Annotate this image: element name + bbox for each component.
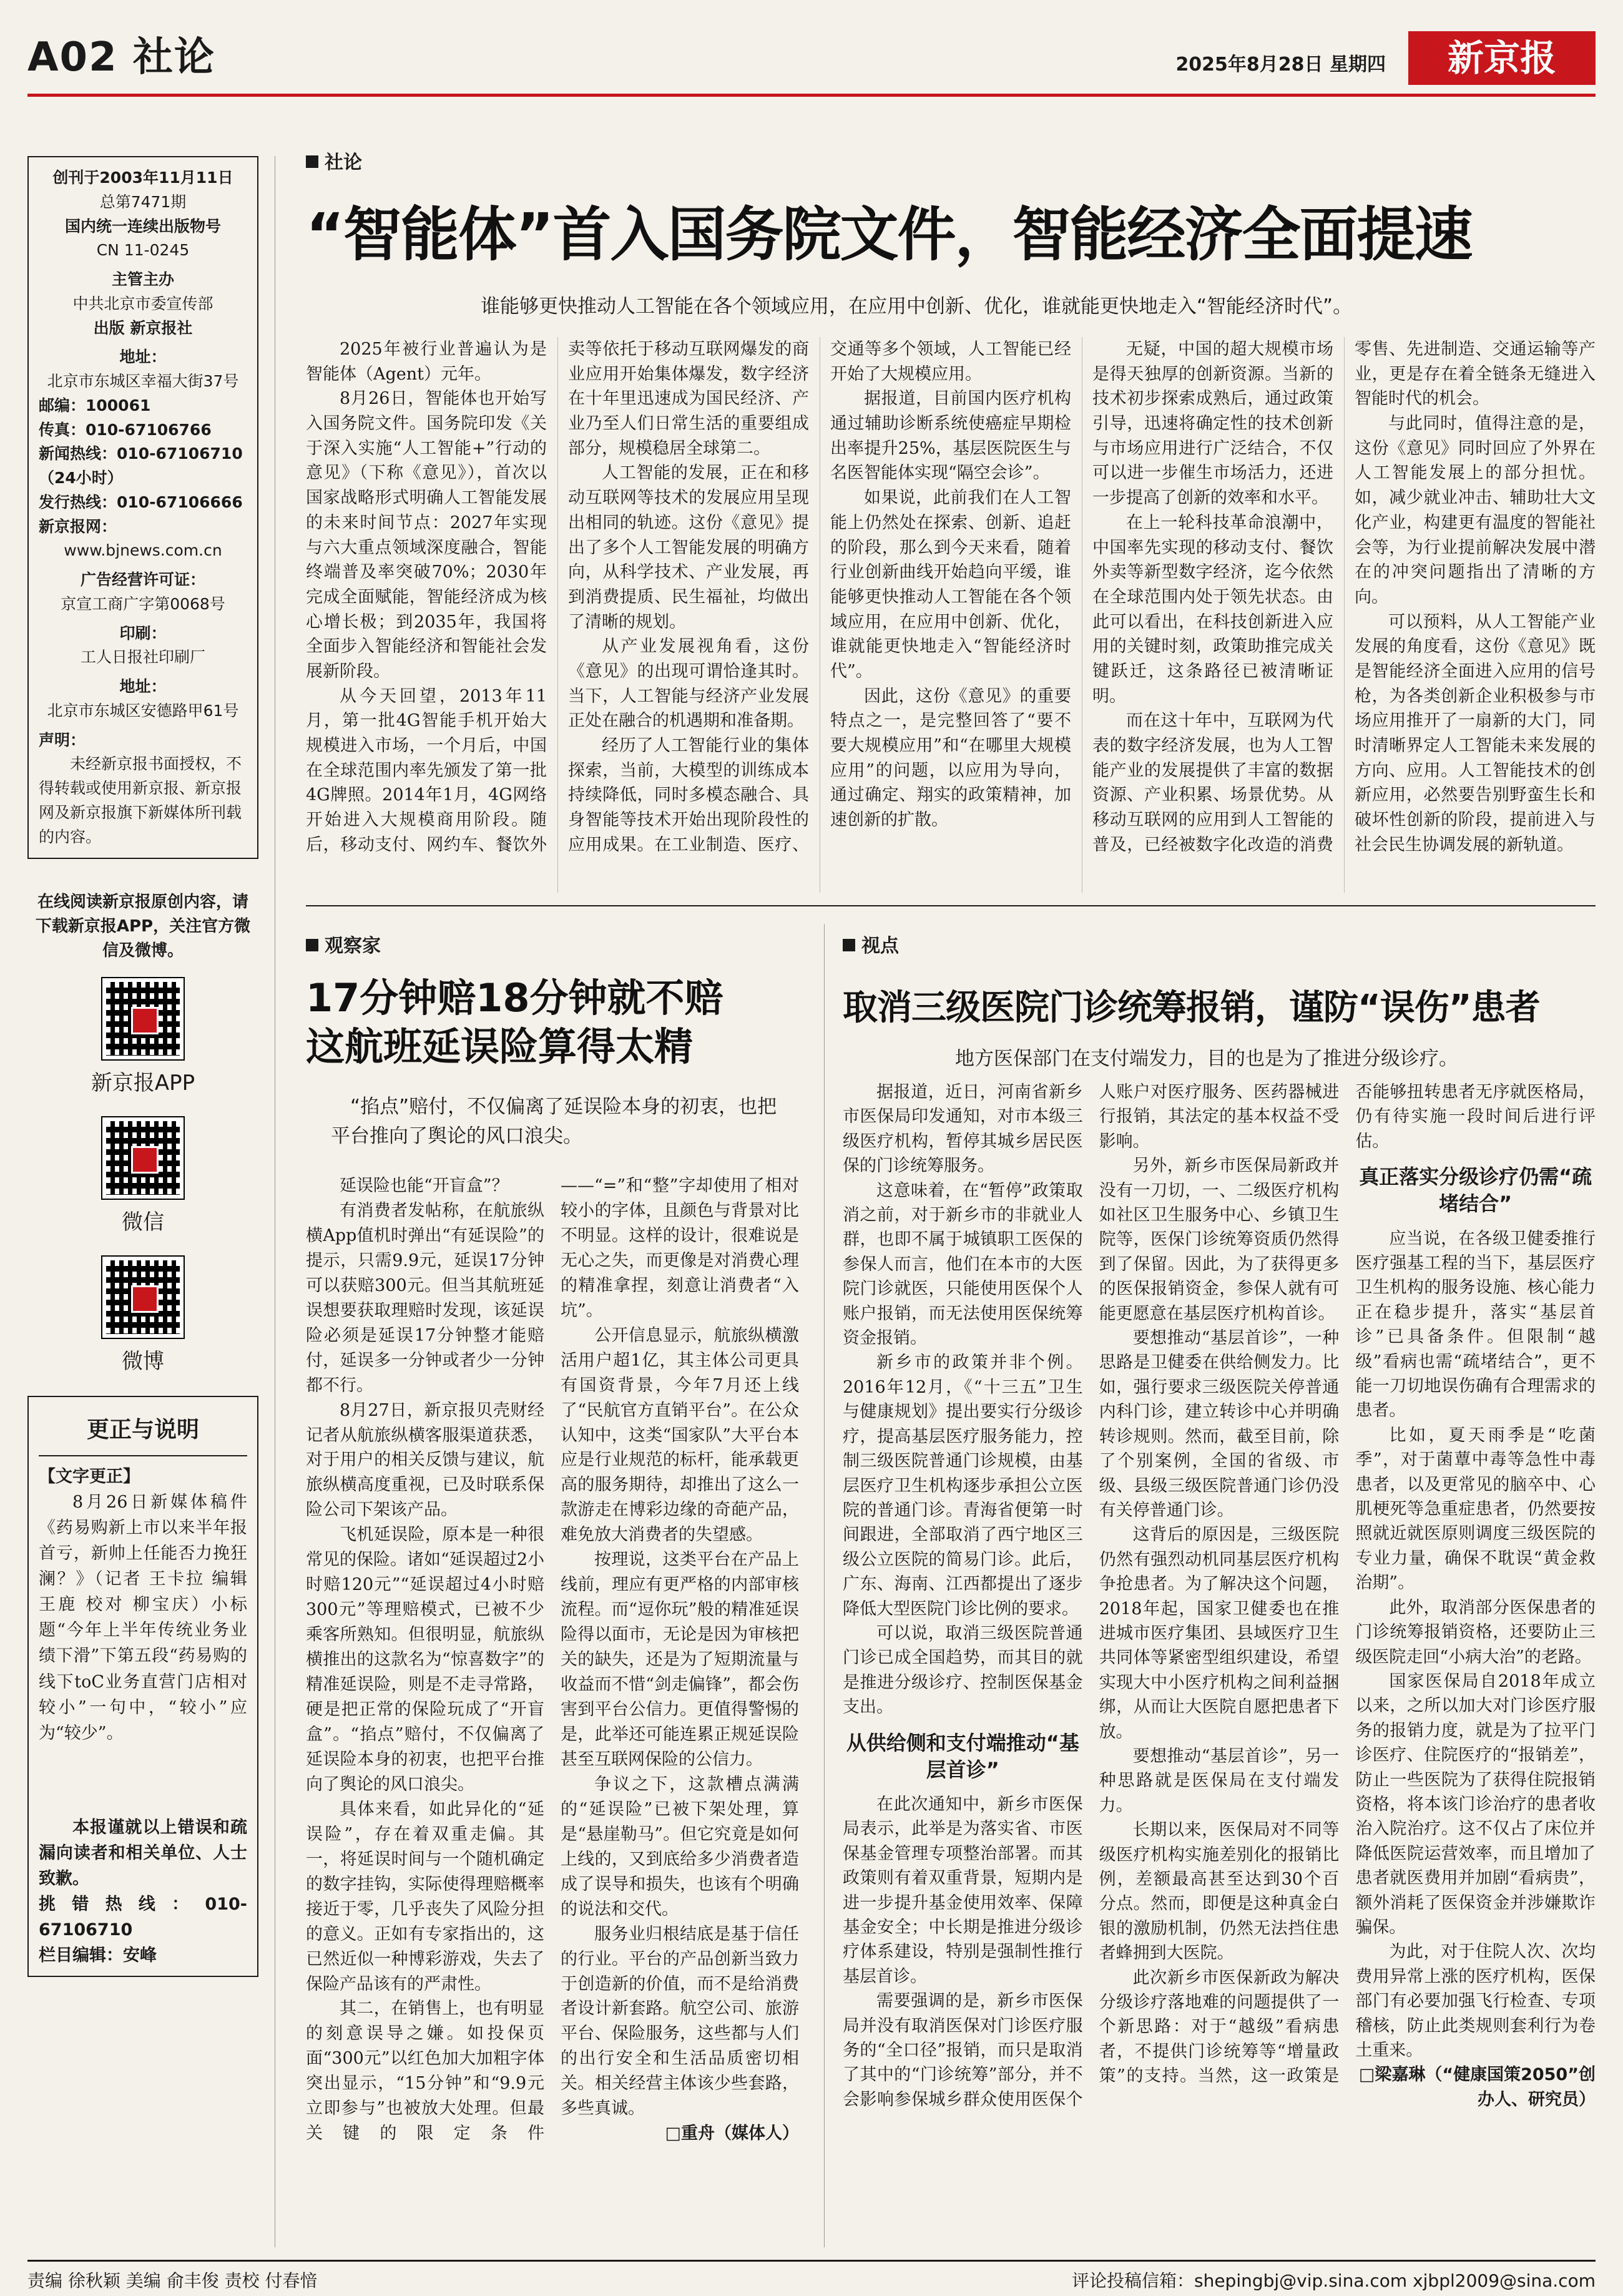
paragraph: 这背后的原因是，三级医院仍然有强烈动机同基层医疗机构争抢患者。为了解决这个问题，2018年起，国家卫健委也在推进城市医疗集团、县域医疗卫生共同体等紧密型组织建设，希望实现大中小医疗机构之间利益捆绑，从而让大医院自愿把患者下放。 [1099, 1525, 1340, 1742]
paragraph: 要想推动“基层首诊”，另一种思路就是医保局在支付端发力。 [1099, 1746, 1340, 1815]
editorial-headline: “智能体”首入国务院文件，智能经济全面提速 [306, 201, 1472, 269]
qr-code-app[interactable] [102, 978, 184, 1059]
subhead: 真正落实分级诊疗仍需“疏堵结合” [1359, 1165, 1592, 1216]
paragraph: 比如，夏天雨季是“吃菌季”，对于菌蕈中毒等急性中毒患者，以及更常见的脑卒中、心肌梗死等急重症患者，仍然要按照就近就医原则调度三级医院的专业力量，确保不耽误“黄金救治期”。 [1355, 1425, 1596, 1593]
footer-submission-email: 评论投稿信箱：shepingbj@vip.sina.com xjbpl2009@sina.com [1072, 2270, 1596, 2291]
cn-number: CN 11-0245 [96, 241, 190, 260]
subhead: 从供给侧和支付端推动“基层首诊” [846, 1730, 1079, 1782]
paragraph: 与此同时，值得注意的是，这份《意见》同时回应了外界在人工智能发展上的部分担忧。如，减少就业冲击、辅助壮大文化产业，构建更有温度的智能社会等，为行业提前解决发展中潜在的冲突问题指出了清晰的方向。 [1355, 414, 1596, 607]
paragraph: 按理说，这类平台在产品上线前，理应有更严格的内部审核流程。而“逗你玩”般的精准延误险得以面市，无论是因为审核把关的缺失，还是为了短期流量与收益而不惜“剑走偏锋”，都会伤害到平台公信力。更值得警惕的是，此举还可能连累正规延误险甚至互联网保险的公信力。 [561, 1550, 799, 1769]
postcode: 邮编：100061 [39, 396, 151, 415]
address: 北京市东城区幸福大街37号 [47, 372, 239, 390]
address-label: 地址： [119, 348, 167, 366]
paragraph: 具体来看，如此异化的“延误险”，存在着双重走偏。其一，将延误时间与一个随机确定的数字挂钩，实际使得理赔概率接近于零，几乎丧失了风险分担的意义。正如有专家指出的，这已然近似一种博彩游戏，失去了保险产品该有的严肃性。 [306, 1799, 544, 1994]
copyright-notice: 未经新京报书面授权，不得转载或使用新京报、新京报网及新京报旗下新媒体所刊载的内容。 [39, 755, 242, 846]
printer: 工人日报社印刷厂 [80, 648, 205, 667]
byline: □重舟（媒体人） [665, 2124, 799, 2144]
logo-mark-icon [131, 1146, 159, 1174]
issue-date: 2025年8月28日 星期四 [1175, 54, 1386, 76]
ad-license: 京宣工商广字第0068号 [61, 594, 225, 613]
editorial-bottom-rule [306, 905, 1596, 906]
corrections-apology: 本报谨就以上错误和疏漏向读者和相关单位、人士致歉。 [39, 1817, 247, 1888]
corrections-tag: 【文字更正】 [39, 1467, 140, 1487]
qr-code-weibo[interactable] [102, 1257, 184, 1338]
printer-label: 印刷： [119, 624, 167, 642]
logo-mark-icon [131, 1285, 159, 1313]
square-bullet-icon [306, 939, 318, 951]
qr-label-app: 新京报APP [91, 1071, 195, 1096]
web-label: 新京报网： [39, 517, 117, 536]
masthead-info-box [27, 156, 258, 859]
sidebar [27, 156, 258, 1977]
sponsor-label: 主管主办 [111, 270, 174, 288]
printer-address-label: 地址： [119, 677, 167, 695]
paragraph: 为此，对于住院人次、次均费用异常上涨的医疗机构，医保部门有必要加强飞行检查、专项稽核，防止此类规则套利行为卷土重来。 [1355, 1942, 1596, 2060]
paragraph: 国家医保局自2018年成立以来，之所以加大对门诊医疗服务的报销力度，就是为了拉平门诊医疗、住院医疗的“报销差”，防止一些医院为了获得住院报销资格，将本该门诊治疗的患者收治入院治疗。这不仅占了床位并降低医院运营效率，而且增加了患者就医费用并加剧“看病贵”，额外消耗了医保资金并涉嫌欺诈骗保。 [1355, 1671, 1596, 1937]
paragraph: 服务业归根结底是基于信任的行业。平台的产品创新当致力于创造新的价值，而不是给消费者设计新套路。航空公司、旅游平台、保险服务，这些都与人们的出行安全和生活品质密切相关。相关经营主体该少些套路，多些真诚。 [561, 1924, 799, 2119]
paragraph: 可以说，取消三级医院普通门诊已成全国趋势，而其目的就是推进分级诊疗、控制医保基金支出。 [843, 1623, 1083, 1717]
byline: □梁嘉琳（“健康国策2050”创办人、研究员） [1358, 2065, 1596, 2109]
section-tag-viewpoint: 视点 [843, 930, 899, 958]
viewpoint-headline: 取消三级医院门诊统筹报销，谨防“误伤”患者 [843, 988, 1540, 1028]
cn-label: 国内统一连续出版物号 [64, 217, 221, 235]
paragraph: 在此次通知中，新乡市医保局表示，此举是为落实省、市医保基金管理专项整治部署。而其政策则有着双重背景，短期内是进一步提升基金使用效率、保障基金安全；中长期是推进分级诊疗体系建设，特别是强制性推行基层首诊。 [843, 1794, 1083, 1986]
paragraph: 延误险也能“开盲盒”？ [340, 1176, 509, 1195]
paragraph: 要想推动“基层首诊”，一种思路是卫健委在供给侧发力。比如，强行要求三级医院关停普通内科门诊，建立转诊中心并明确转诊规则。然而，截至目前，除了个别案例，全国的省级、市级、县级三级医院普通门诊仍没有关停普通门诊。 [1099, 1328, 1340, 1520]
publisher: 出版 新京报社 [93, 318, 193, 337]
website: www.bjnews.com.cn [64, 541, 222, 560]
ad-license-label: 广告经营许可证： [80, 571, 205, 589]
paragraph: 据报道，近日，河南省新乡市医保局印发通知，对市本级三级医疗机构，暂停其城乡居民医保的门诊统筹服务。 [843, 1082, 1083, 1176]
paragraph: 此外，取消部分医保患者的门诊统筹报销资格，还要防止三级医院走回“小病大治”的老路。 [1355, 1597, 1596, 1667]
paragraph: 经历了人工智能行业的集体探索，当前，大模型的训练成本持续降低，同时多模态融合、具身智能等技术开始出现阶段性的应用成果。在工业制造、医疗、交通等多个领域，人工智能已经开始了大规模应用。 [568, 340, 1071, 855]
observer-headline-line2: 这航班延误险算得太精 [306, 1023, 694, 1069]
printer-address: 北京市东城区安德路甲61号 [47, 701, 239, 720]
paragraph: 人工智能的发展，正在和移动互联网等技术的发展应用呈现出相同的轨迹。这份《意见》提出了多个人工智能发展的明确方向，从科学技术、产业发展，再到消费提质、民生福祉，均做出了清晰的规划。 [568, 463, 809, 632]
paragraph: 可以预料，从人工智能产业发展的角度看，这份《意见》既是智能经济全面进入应用的信号枪，为各类创新企业积极参与市场应用推开了一扇新的大门，同时清晰界定人工智能未来发展的方向、应用。人工智能技术的创新应用，必然要告别野蛮生长和破坏性创新的阶段，提前进入与社会民生协调发展的新轨道。 [1355, 612, 1596, 855]
corrections-text: 8月26日新媒体稿件《药易购新上市以来半年报首亏，新帅上任能否力挽狂澜？》（记者 王卡拉 编辑 王鹿 校对 柳宝庆）小标题“今年上半年传统业务业绩下滑”下第五段“药易购的线下toC业务直营门店相对较小”一句中，“较小”应为“较少”。 [39, 1493, 247, 1743]
paragraph: 长期以来，医保局对不同等级医疗机构实施差别化的报销比例，差额最高甚至达到30个百分点。然而，即便是这种真金白银的激励机制，仍然无法挡住患者蜂拥到大医院。 [1099, 1820, 1340, 1963]
logo-mark-icon [131, 1007, 159, 1034]
paragraph: 从产业发展视角看，这份《意见》的出现可谓恰逢其时。当下，人工智能与经济产业发展正处在融合的机遇期和准备期。 [568, 637, 809, 731]
corrections-hotline: 挑错热线：010-67106710 [39, 1894, 247, 1940]
paragraph: 因此，这份《意见》的重要特点之一，是完整回答了“要不要大规模应用”和“在哪里大规模应用”的问题，以应用为导向，通过确定、翔实的政策精神，加速创新的扩散。 [830, 686, 1071, 830]
observer-lede: “掐点”赔付，不仅偏离了延误险本身的初衷，也把平台推向了舆论的风口浪尖。 [331, 1096, 777, 1147]
corrections-box [27, 1396, 258, 1977]
page-section-label: A02 社论 [27, 34, 215, 81]
editorial-lede: 谁能够更快推动人工智能在各个领域应用，在应用中创新、优化，谁就能更快地走入“智能经济时代”。 [481, 295, 1353, 318]
paragraph: 无疑，中国的超大规模市场是得天独厚的创新资源。当新的技术初步探索成熟后，通过政策引导，迅速将确定性的技术创新与市场应用进行广泛结合，不仅可以进一步催生市场活力，还进一步提高了创新的效率和水平。 [1092, 340, 1333, 508]
paragraph: 从今天回望，2013年11月，第一批4G智能手机开始大规模进入市场，一个月后，中国在全球范围内率先颁发了第一批4G牌照。2014年1月，4G网络开始进入大规模商用阶段。随后，移动支付、网约车、餐饮外卖等依托于移动互联网爆发的商业应用开始集体爆发，数字经济在十年里迅速成为国民经济、产业乃至人们日常生活的重要组成部分，规模稳居全球第二。 [306, 340, 809, 855]
square-bullet-icon [306, 155, 318, 168]
observer-headline [306, 974, 723, 1071]
paragraph: 8月27日，新京报贝壳财经记者从航旅纵横客服渠道获悉，对于用户的相关反馈与建议，航旅纵横高度重视，已及时联系保险公司下架该产品。 [306, 1400, 544, 1520]
square-bullet-icon [843, 939, 855, 951]
sponsor: 中共北京市委宣传部 [72, 294, 213, 313]
paragraph: 争议之下，这款槽点满满的“延误险”已被下架处理，算是“悬崖勒马”。但它究竟是如何上线的，又到底给多少消费者造成了误导和损失，也该有个明确的说法和交代。 [561, 1774, 799, 1919]
online-reading-note: 在线阅读新京报原创内容，请下载新京报APP，关注官方微信及微博。 [35, 893, 251, 961]
footer-rule [27, 2260, 1596, 2262]
editorial-body [306, 337, 1596, 893]
paragraph: 有消费者发帖称，在航旅纵横App值机时弹出“有延误险”的提示，只需9.9元，延误17分钟可以获赔300元。但当其航班延误想要获取理赔时发现，该延误险必须是延误17分钟整才能赔付，延误多一分钟或者少一分钟都不行。 [306, 1200, 544, 1395]
header-rule [27, 94, 1596, 97]
viewpoint-lede: 地方医保部门在支付端发力，目的也是为了推进分级诊疗。 [955, 1047, 1458, 1070]
column-editor: 栏目编辑：安峰 [39, 1945, 157, 1965]
paragraph: 2025年被行业普遍认为是智能体（Agent）元年。 [306, 340, 547, 384]
qr-label-wechat: 微信 [122, 1210, 164, 1235]
paragraph: 需要强调的是，新乡市医保局并没有取消医保对门诊医疗服务的“全口径”报销，而只是取消了其中的“门诊统筹”部分，并不会影响参保城乡群众使用医保个人账户对医疗服务、医药器械进行报销，其法定的基本权益不受影响。 [843, 1082, 1340, 2109]
observer-headline-line1: 17分钟赔18分钟就不赔 [306, 975, 723, 1021]
footer-credits: 责编 徐秋颖 美编 俞丰俊 责校 付春愔 [27, 2270, 318, 2291]
section-tag-observer: 观察家 [306, 930, 381, 958]
observer-body [306, 1174, 799, 2229]
section-tag-editorial: 社论 [306, 147, 362, 174]
paragraph: 这意味着，在“暂停”政策取消之前，对于新乡市的非就业人群，也即不属于城镇职工医保的参保人而言，他们在本市的大医院门诊就医，只能使用医保个人账户报销，而无法使用医保统筹资金报销。 [843, 1180, 1083, 1348]
observer-divider [824, 924, 825, 2247]
paragraph: 另外，新乡市医保局新政并没有一刀切，一、二级医疗机构如社区卫生服务中心、乡镇卫生院等，医保门诊统筹资质仍然得到了保留。因此，为了获得更多的医保报销资金，参保人就有可能更愿意在基层医疗机构首诊。 [1099, 1156, 1340, 1323]
paragraph: 如果说，此前我们在人工智能上仍然处在探索、创新、追赶的阶段，那么到今天来看，随着行业创新曲线开始趋向平缓，谁能够更快推动人工智能在各个领域应用，在应用中创新、优化，谁就能更快地走入“智能经济时代”。 [830, 488, 1071, 681]
masthead-logo: 新京报 [1408, 31, 1596, 85]
qr-code-wechat[interactable] [102, 1117, 184, 1199]
paragraph: 在上一轮科技革命浪潮中，中国率先实现的移动支付、餐饮外卖等新型数字经济，迄今依然在全球范围内处于领先状态。由此可以看出，在科技创新进入应用的关键时刻，政策助推完成关键跃迁，这条路径已被清晰证明。 [1092, 513, 1333, 706]
distribution-hotline: 发行热线：010-67106666 [39, 493, 243, 511]
fax: 传真：010-67106766 [39, 420, 212, 439]
paragraph: 应当说，在各级卫健委推行医疗强基工程的当下，基层医疗卫生机构的服务设施、核心能力正在稳步提升，落实“基层首诊”已具备条件。但限制“越级”看病也需“疏堵结合”，更不能一刀切地误伤确有合理需求的患者。 [1355, 1229, 1596, 1421]
notice-label: 声明： [39, 730, 86, 749]
news-hotline: 新闻热线：010-67106710（24小时） [39, 444, 243, 487]
paragraph: 飞机延误险，原本是一种很常见的保险。诸如“延误超过2小时赔120元”“延误超过4小时赔300元”等理赔模式，已被不少乘客所熟知。但很明显，航旅纵横推出的这款名为“惊喜数字”的精准延误险，则是不走寻常路，硬是把正常的保险玩成了“开盲盒”。“掐点”赔付，不仅偏离了延误险本身的初衷，也把平台推向了舆论的风口浪尖。 [306, 1525, 544, 1794]
paragraph: 其二，在销售上，也有明显的刻意误导之嫌。如投保页面“300元”以红色加大加粗字体突出显示，“15分钟”和“9.9元立即参与”也被放大处理。但最关键的限定条件——“=”和“整”字却使用了相对较小的字体，且颜色与背景对比不明显。这样的设计，很难说是无心之失，而更像是对消费心理的精准拿捏，刻意让消费者“入坑”。 [306, 1176, 799, 2144]
paragraph: 新乡市的政策并非个例。2016年12月，《“十三五”卫生与健康规划》提出要实行分级诊疗，提高基层医疗服务能力，控制三级医院普通门诊规模，由基层医疗卫生机构逐步承担公立医院的普通门诊。青海省便第一时间跟进，全部取消了西宁地区三级公立医院的简易门诊。此后，广东、海南、江西都提出了逐步降低大型医院门诊比例的要求。 [843, 1353, 1083, 1619]
paragraph: 此次新乡市医保新政为解决分级诊疗落地难的问题提供了一个新思路：对于“越级”看病患者，不提供门诊统筹等“增量政策”的支持。当然，这一政策是否能够扭转患者无序就医格局，仍有待实施一段时间后进行评估。 [1099, 1082, 1596, 2086]
corrections-title: 更正与说明 [39, 1405, 247, 1456]
paragraph: 8月26日，智能体也开始写入国务院文件。国务院印发《关于深入实施“人工智能+”行动的意见》（下称《意见》），首次以国家战略形式明确人工智能发展的未来时间节点：2027年实现与六大重点领域深度融合，智能终端普及率突破70%；2030年完成全面赋能，智能经济成为核心增长极；到2035年，我国将全面步入智能经济和智能社会发展新阶段。 [306, 389, 547, 681]
founded-date: 创刊于2003年11月11日 [52, 169, 233, 187]
issue-number: 总第7471期 [99, 192, 187, 211]
paragraph: 公开信息显示，航旅纵横激活用户超1亿，其主体公司更具有国资背景，今年7月还上线了“民航官方直销平台”。在公众认知中，这类“国家队”大平台本应是行业规范的标杆，能承载更高的服务期待，却推出了这么一款游走在博彩边缘的奇葩产品，难免放大消费者的失望感。 [561, 1325, 799, 1545]
paragraph: 而在这十年中，互联网为代表的数字经济发展，也为人工智能产业的发展提供了丰富的数据资源、产业积累、场景优势。从移动互联网的应用到人工智能的普及，已经被数字化改造的消费零售、先进制造、交通运输等产业，更是存在着全链条无缝进入智能时代的机会。 [1092, 340, 1596, 855]
paragraph: 据报道，目前国内医疗机构通过辅助诊断系统使癌症早期检出率提升25%，基层医院医生与名医智能体实现“隔空会诊”。 [830, 389, 1071, 483]
qr-label-weibo: 微博 [122, 1349, 164, 1375]
viewpoint-body [843, 1080, 1596, 2241]
